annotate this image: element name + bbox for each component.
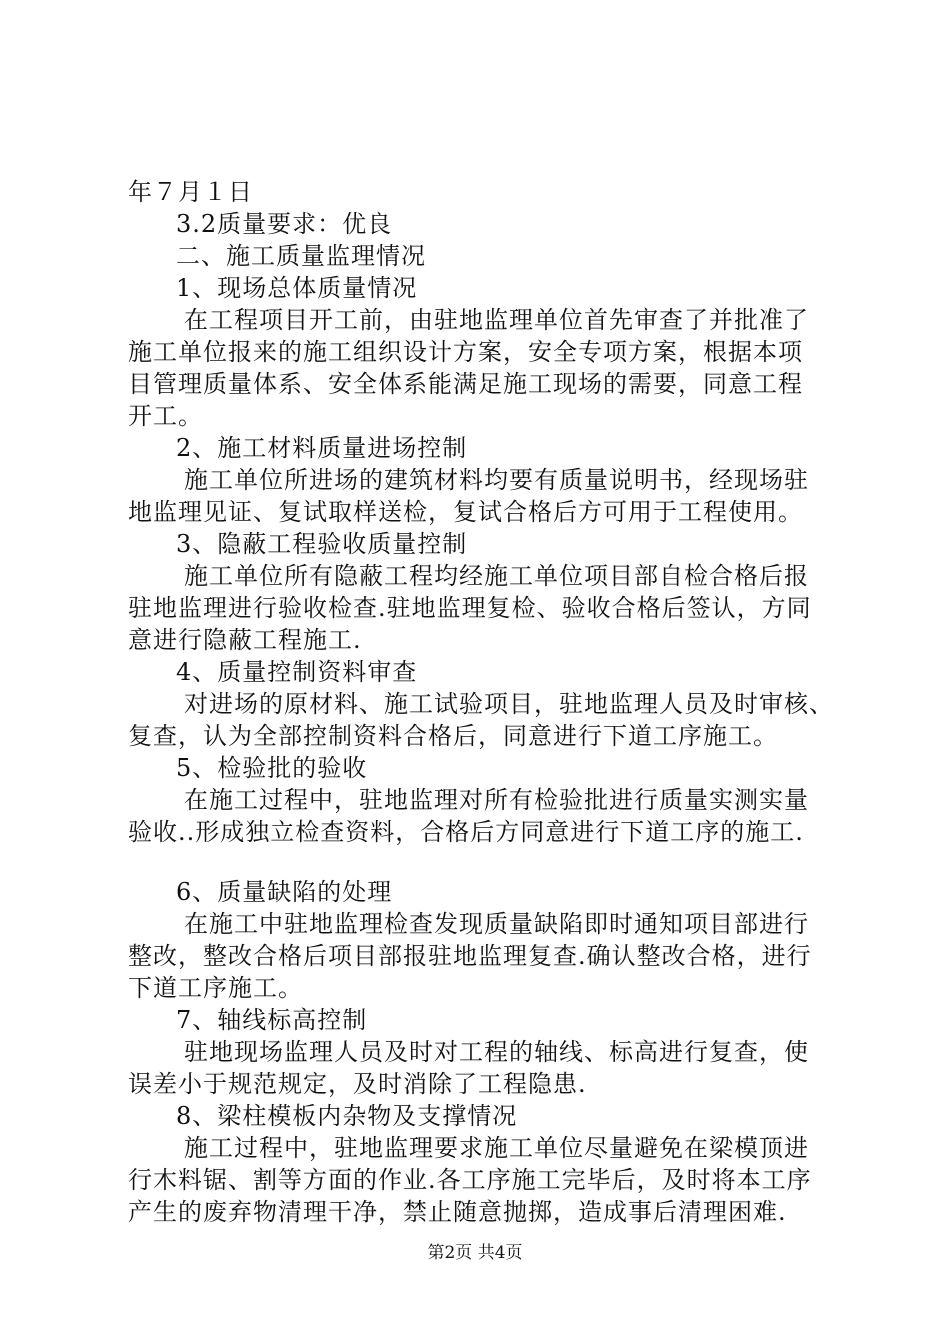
paragraph-line: 产生的废弃物清理干净，禁止随意抛掷，造成事后清理困难. — [128, 1198, 787, 1226]
paragraph-line: 施工单位所有隐蔽工程均经施工单位项目部自检合格后报 — [184, 562, 809, 590]
paragraph-line: 地监理见证、复试取样送检，复试合格后方可用于工程使用。 — [128, 498, 803, 526]
subsection-heading: 1、现场总体质量情况 — [176, 274, 418, 302]
quality-requirement: 3.2质量要求：优良 — [176, 210, 393, 238]
paragraph-line: 复查，认为全部控制资料合格后，同意进行下道工序施工。 — [128, 722, 778, 750]
subsection-heading: 3、隐蔽工程验收质量控制 — [176, 530, 468, 558]
paragraph-line: 对进场的原材料、施工试验项目，驻地监理人员及时审核、 — [184, 690, 834, 718]
date-line: 年７月１日 — [128, 178, 253, 206]
paragraph-line: 施工过程中，驻地监理要求施工单位尽量避免在梁模顶进 — [184, 1134, 809, 1162]
paragraph-line: 在施工中驻地监理检查发现质量缺陷即时通知项目部进行 — [184, 910, 809, 938]
page-number: 第2页 共4页 — [427, 1243, 523, 1263]
subsection-heading: 2、施工材料质量进场控制 — [176, 434, 468, 462]
paragraph-line: 误差小于规范规定，及时消除了工程隐患. — [128, 1070, 587, 1098]
paragraph-line: 在工程项目开工前，由驻地监理单位首先审查了并批准了 — [184, 306, 809, 334]
paragraph-line: 下道工序施工。 — [128, 974, 303, 1002]
paragraph-line: 目管理质量体系、安全体系能满足施工现场的需要，同意工程 — [128, 370, 803, 398]
subsection-heading: 8、梁柱模板内杂物及支撑情况 — [176, 1102, 518, 1130]
paragraph-line: 开工。 — [128, 402, 203, 430]
subsection-heading: 7、轴线标高控制 — [176, 1006, 368, 1034]
paragraph-line: 意进行隐蔽工程施工. — [128, 626, 362, 654]
paragraph-line: 在施工过程中，驻地监理对所有检验批进行质量实测实量 — [184, 786, 809, 814]
paragraph-line: 施工单位所进场的建筑材料均要有质量说明书，经现场驻 — [184, 466, 809, 494]
paragraph-line: 驻地监理进行验收检查.驻地监理复检、验收合格后签认，方同 — [128, 594, 812, 622]
paragraph-line: 驻地现场监理人员及时对工程的轴线、标高进行复查，使 — [184, 1038, 809, 1066]
section-heading: 二、施工质量监理情况 — [176, 242, 426, 270]
subsection-heading: 5、检验批的验收 — [176, 754, 368, 782]
paragraph-line: 行木料锯、割等方面的作业.各工序施工完毕后，及时将本工序 — [128, 1166, 812, 1194]
paragraph-line: 验收..形成独立检查资料，合格后方同意进行下道工序的施工. — [128, 818, 804, 846]
paragraph-line: 整改，整改合格后项目部报驻地监理复查.确认整改合格，进行 — [128, 942, 812, 970]
subsection-heading: 4、质量控制资料审查 — [176, 658, 418, 686]
subsection-heading: 6、质量缺陷的处理 — [176, 878, 393, 906]
paragraph-line: 施工单位报来的施工组织设计方案，安全专项方案，根据本项 — [128, 338, 803, 366]
